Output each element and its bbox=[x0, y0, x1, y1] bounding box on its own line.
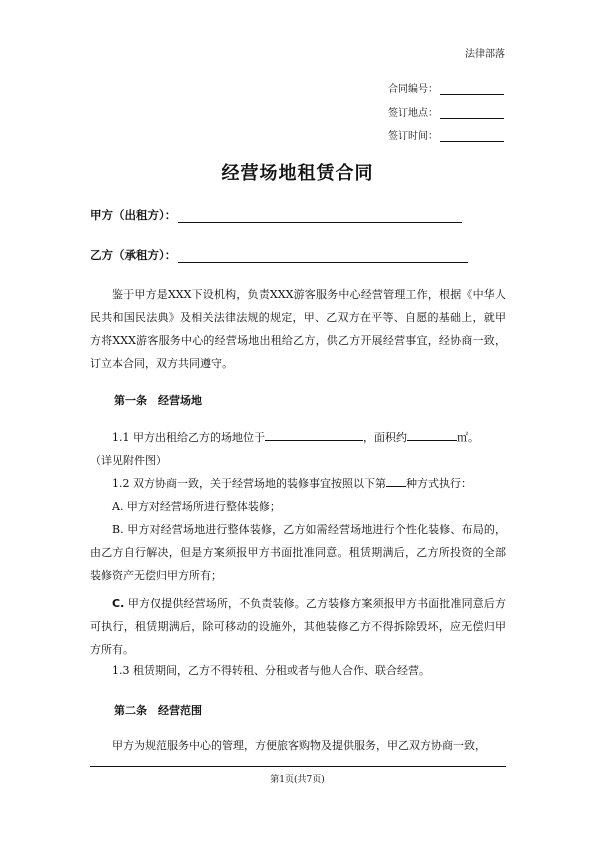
clause-1-1-text-b: ，面积约 bbox=[363, 431, 407, 444]
party-a-field bbox=[90, 207, 462, 223]
option-c-letter: C. bbox=[112, 597, 125, 610]
article-2-heading: 第二条 经营范围 bbox=[114, 704, 202, 717]
option-c bbox=[90, 592, 506, 661]
clause-1-1-text-c: ㎡。 bbox=[457, 431, 479, 444]
brand-label: 法律部落 bbox=[465, 49, 505, 60]
area-blank bbox=[407, 430, 457, 441]
option-c-text: 甲方仅提供经营场所，不负责装修。乙方装修方案须报甲方书面批准同意后方可执行，租赁期满后，除可移动的设施外，其他装修乙方不得拆除毁坏，应无偿归甲方所有。 bbox=[90, 597, 506, 656]
party-b-blank bbox=[178, 251, 468, 263]
contract-number-blank bbox=[440, 85, 504, 95]
sign-place-blank bbox=[440, 109, 504, 119]
location-blank bbox=[265, 430, 363, 441]
page-number: 第1页(共7页) bbox=[270, 775, 325, 785]
clause-1-2-text-a: 1.2 双方协商一致，关于经营场地的装修事宜按照以下第 bbox=[112, 477, 386, 490]
clause-1-1-text-a: 1.1 甲方出租给乙方的场地位于 bbox=[112, 431, 265, 444]
party-a-label: 甲方（出租方）： bbox=[90, 208, 177, 222]
article-1-heading: 第一条 经营场地 bbox=[114, 394, 202, 407]
sign-time-field bbox=[388, 127, 504, 142]
party-b-label: 乙方（承租方）： bbox=[90, 248, 177, 262]
option-b: B. 甲方对经营场地进行整体装修，乙方如需经营场地进行个性化装修、布局的，由乙方自行解决，但是方案须报甲方书面批准同意。租赁期满后，乙方所投资的全部装修资产无偿归甲方所有； bbox=[90, 523, 506, 582]
intro-paragraph: 鉴于甲方是XXX下设机构，负责XXX游客服务中心经营管理工作，根据《中华人民共和国民法典》及相关法律法规的规定，甲、乙双方在平等、自愿的基础上，就甲方将XXX游客服务中心的经营场地出租给乙方，供乙方开展经营事宜，经协商一致，订立本合同，双方共同遵守。 bbox=[90, 288, 506, 370]
article-2-text: 甲方为规范服务中心的管理，方便旅客购物及提供服务，甲乙双方协商一致， bbox=[112, 739, 486, 752]
sign-place-field bbox=[388, 104, 504, 119]
sign-place-label: 签订地点： bbox=[388, 108, 438, 119]
clause-1-3: 1.3 租赁期间，乙方不得转租、分租或者与他人合作、联合经营。 bbox=[112, 664, 430, 677]
option-blank bbox=[386, 476, 406, 487]
sign-time-blank bbox=[440, 132, 504, 142]
clause-1-1-text-d: （详见附件图） bbox=[90, 454, 167, 467]
document-title: 经营场地租赁合同 bbox=[221, 163, 374, 184]
contract-number-field bbox=[388, 80, 504, 95]
clause-1-2-text-b: 种方式执行： bbox=[406, 477, 472, 490]
party-a-blank bbox=[178, 211, 462, 223]
contract-number-label: 合同编号： bbox=[388, 84, 438, 95]
footer-divider bbox=[90, 766, 506, 767]
clause-1-2 bbox=[90, 472, 506, 495]
sign-time-label: 签订时间： bbox=[388, 131, 438, 142]
option-a: A. 甲方对经营场所进行整体装修； bbox=[112, 500, 281, 513]
clause-1-1 bbox=[90, 426, 506, 472]
party-b-field bbox=[90, 247, 468, 263]
